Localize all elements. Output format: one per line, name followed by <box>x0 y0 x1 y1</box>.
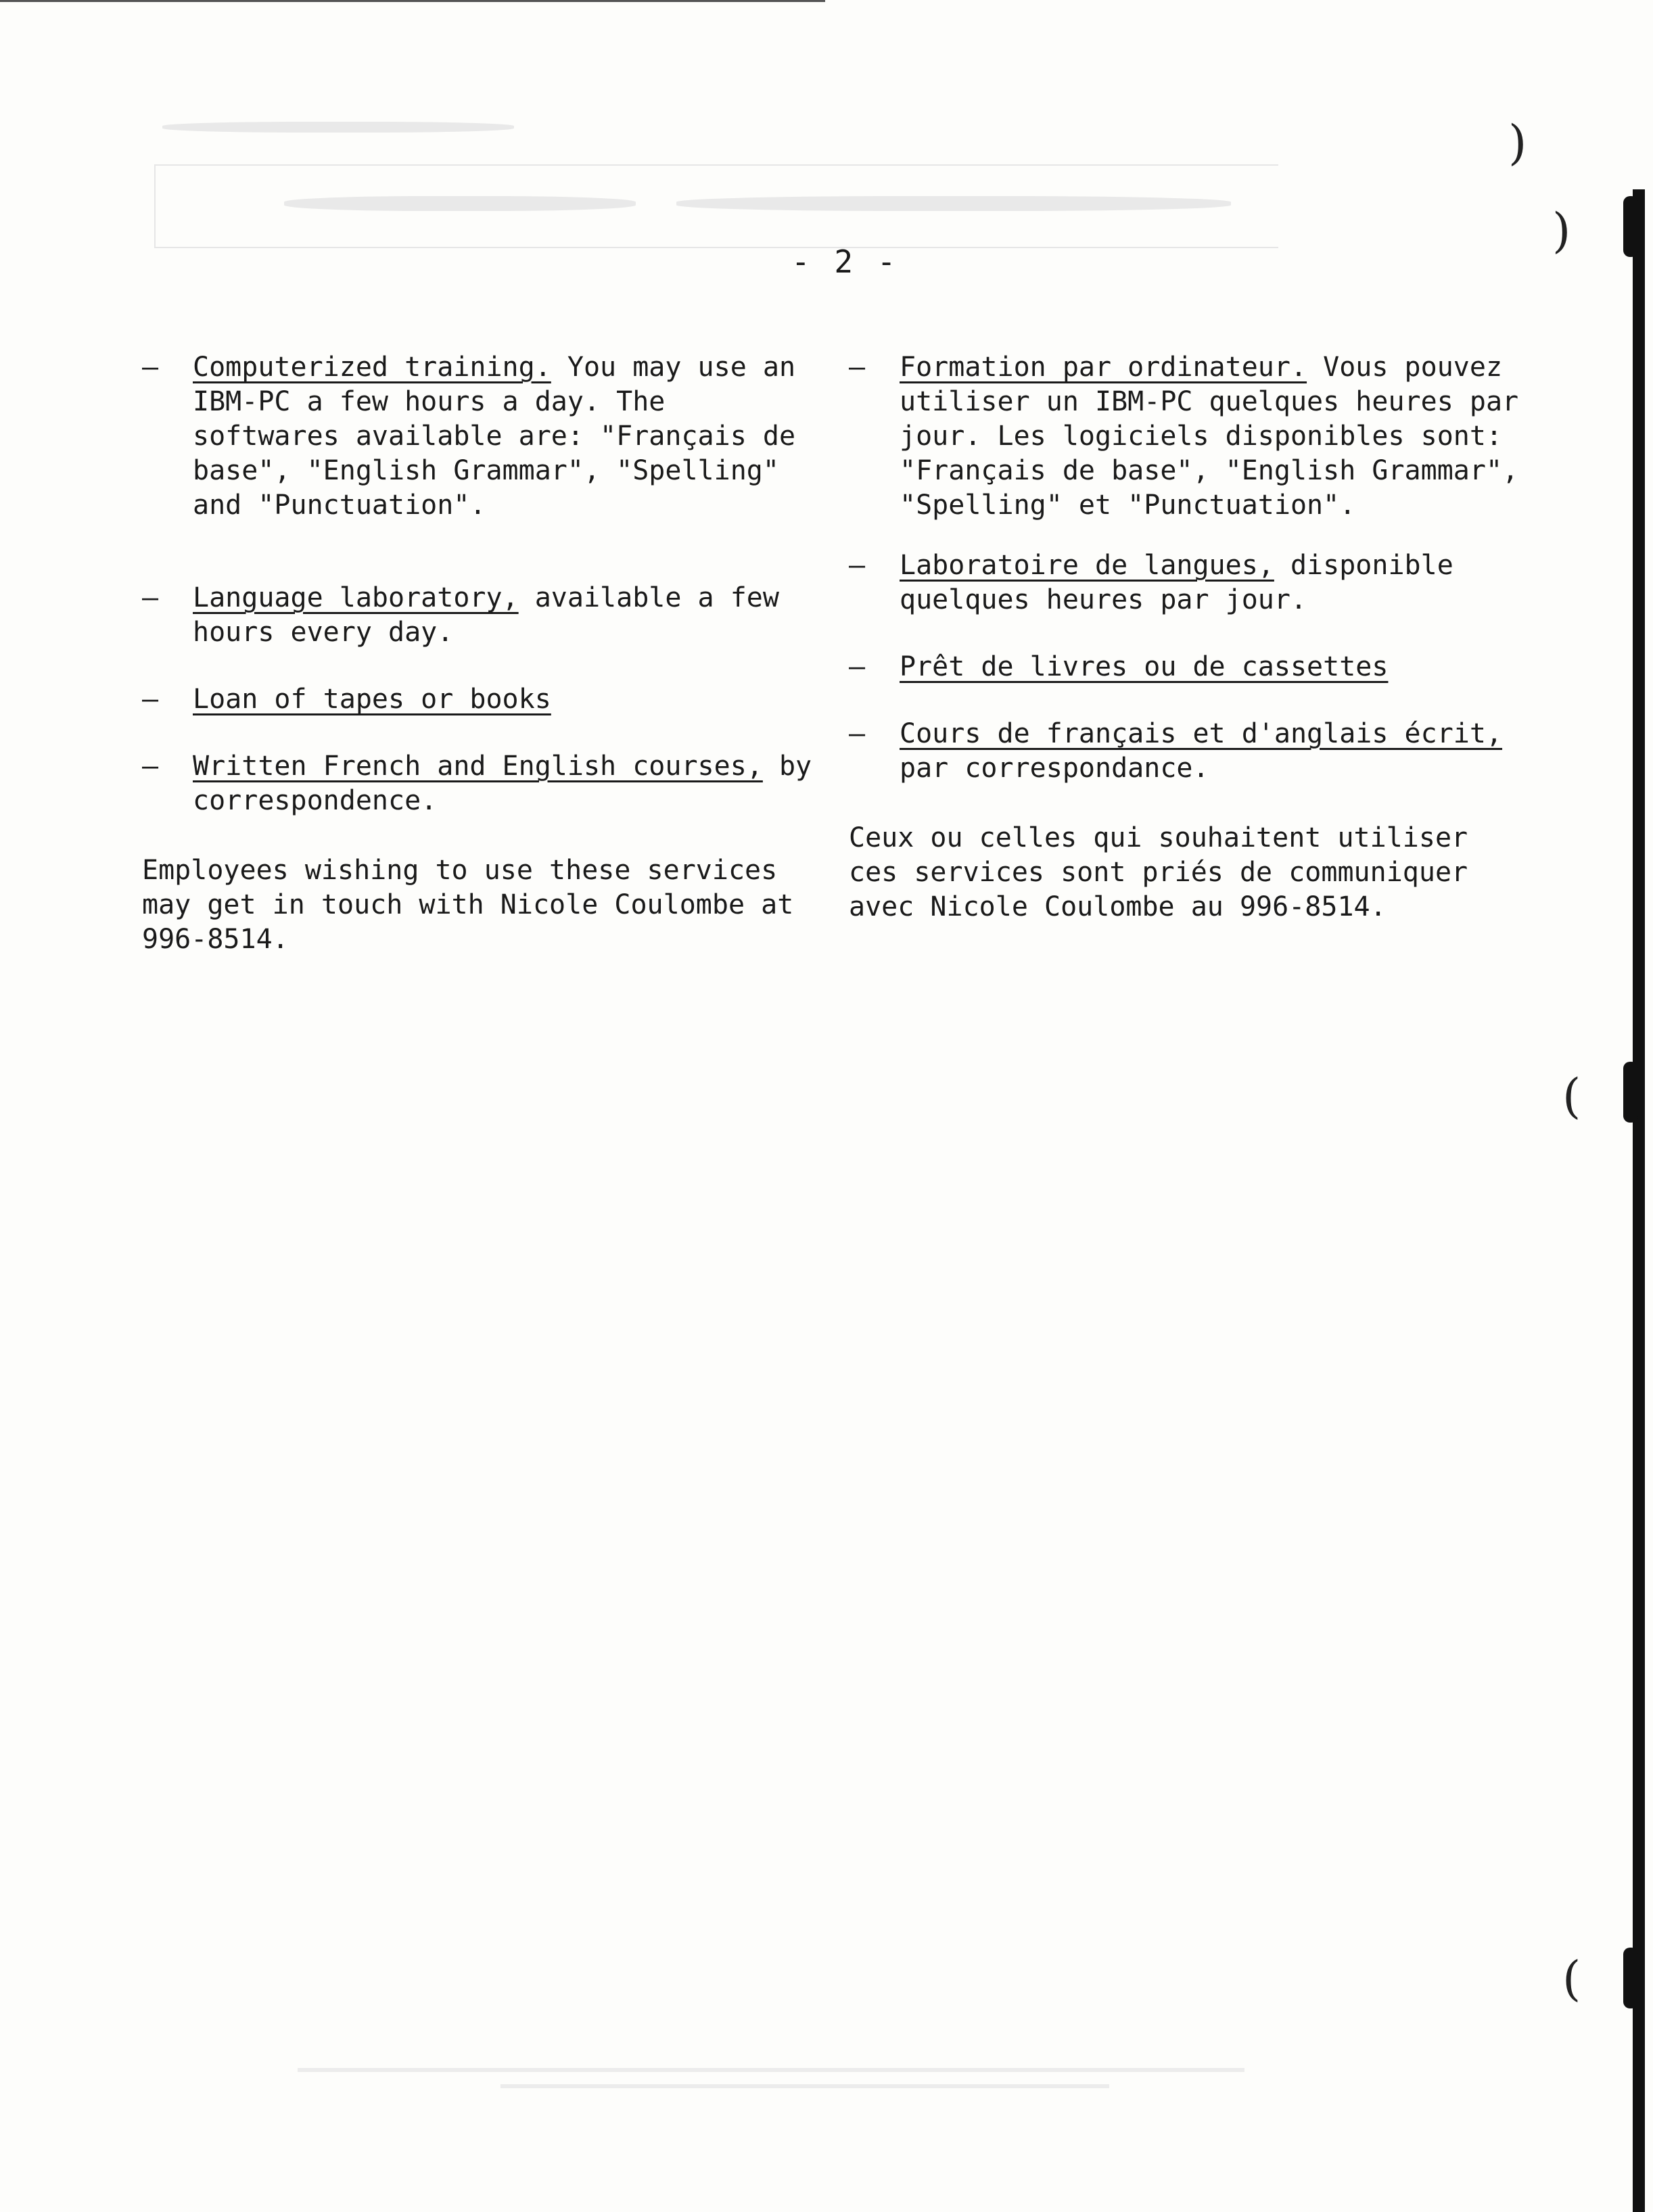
service-title: Cours de français et d'anglais écrit, <box>900 718 1503 749</box>
service-title: Language laboratory, <box>193 582 519 613</box>
bullet-dash: – <box>849 651 866 682</box>
service-item <box>849 548 1525 617</box>
service-item <box>849 650 1525 684</box>
service-title: Written French and English courses, <box>193 751 763 782</box>
show-through-mark <box>162 122 514 133</box>
service-title: Computerized training. <box>193 352 551 383</box>
binding-tab <box>1623 1062 1638 1123</box>
punch-hole-mark: ) <box>1508 115 1527 170</box>
french-column <box>849 350 1525 924</box>
contact-paragraph: Ceux ou celles qui souhaitent utiliser ces services sont priés de communiquer avec Nicole Coulombe au 996-8514. <box>849 822 1468 922</box>
service-item <box>849 717 1525 786</box>
bullet-dash: – <box>142 352 159 383</box>
show-through-mark <box>676 196 1231 211</box>
contact-paragraph: Employees wishing to use these services may get in touch with Nicole Coulombe at 996-8514. <box>142 855 794 955</box>
service-description: by correspondence. <box>193 751 812 816</box>
service-item <box>142 682 818 717</box>
binding-tab <box>1623 196 1638 257</box>
service-description: Vous pouvez utiliser un IBM-PC quelques heures par jour. Les logiciels disponibles sont: "Français de base", "English Grammar", "Spelling" et "Punctuation". <box>900 352 1519 521</box>
service-item <box>142 581 818 650</box>
bullet-dash: – <box>142 684 159 715</box>
punch-hole-mark: ( <box>1562 1068 1581 1124</box>
binding-tab <box>1623 1948 1638 2008</box>
service-title: Formation par ordinateur. <box>900 352 1307 383</box>
top-rule <box>0 0 825 2</box>
punch-hole-mark: ) <box>1552 203 1571 258</box>
show-through-footer <box>298 2068 1278 2102</box>
service-item <box>142 749 818 818</box>
punch-hole-mark: ( <box>1562 1951 1581 2006</box>
show-through-mark <box>284 196 636 211</box>
service-title: Laboratoire de langues, <box>900 550 1274 581</box>
bullet-dash: – <box>142 751 159 782</box>
service-description: disponible quelques heures par jour. <box>900 550 1453 615</box>
bullet-dash: – <box>849 718 866 749</box>
bullet-dash: – <box>849 352 866 383</box>
service-item <box>849 350 1525 523</box>
english-column <box>142 350 818 957</box>
binding-edge <box>1633 189 1645 2212</box>
service-description: available a few hours every day. <box>193 582 779 648</box>
bullet-dash: – <box>142 582 159 613</box>
service-item <box>142 350 818 523</box>
bullet-dash: – <box>849 550 866 581</box>
page-number: - 2 - <box>791 243 899 280</box>
service-title: Prêt de livres ou de cassettes <box>900 651 1389 682</box>
service-description: par correspondance. <box>900 753 1209 784</box>
service-description: You may use an IBM-PC a few hours a day. The softwares available are: "Français de base", "English Grammar", "Spelling" and "Punctuation". <box>193 352 796 521</box>
service-title: Loan of tapes or books <box>193 684 551 715</box>
